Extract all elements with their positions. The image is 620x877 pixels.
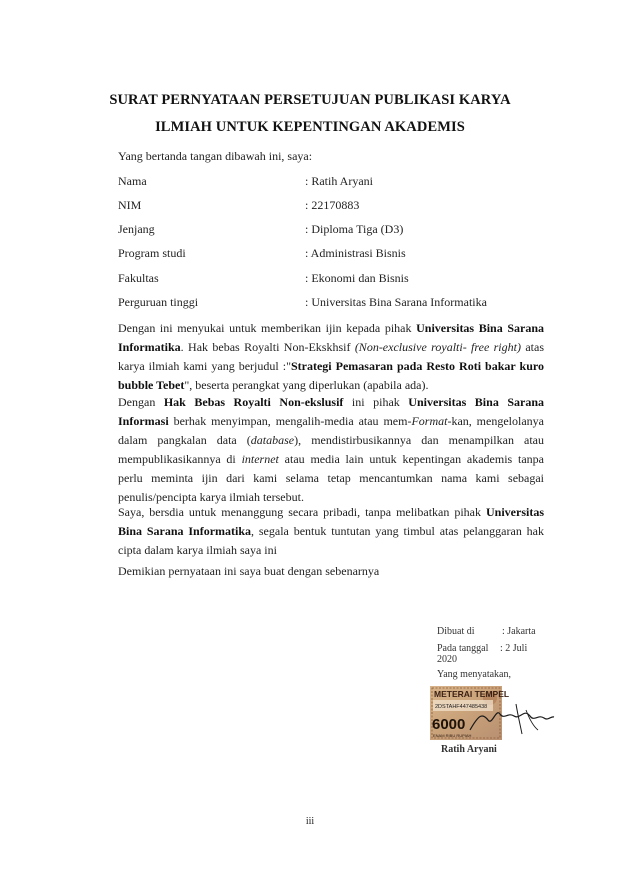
signatory-name: Ratih Aryani [441,744,497,755]
paragraph-permission: Dengan ini menyukai untuk memberikan ijin kepada pihak Universitas Bina Sarana Informatika. Hak bebas Royalti Non-Ekskhsif (Non-exclusive royalti- free right) atas karya ilmiah kami yang berjudul :"Strategi Pemasaran pada Resto Roti bakar kuro bubble Tebet", beserta perangkat yang diperlukan (apabila ada). [118,321,545,392]
paragraph-liability: Saya, bersdia untuk menanggung secara pribadi, tanpa melibatkan pihak Universitas Bina Sarana Informatika, segala bentuk tuntutan yang timbul atas pelanggaran hak cipta dalam karya ilmiah saya ini [118,505,544,557]
meterai-stamp-image [430,686,555,740]
stamp-currency-text: ENAM RIBU RUPIAH [433,733,472,738]
paragraph-rights: Dengan Hak Bebas Royalti Non-ekslusif ini pihak Universitas Bina Sarana Informasi berhak menyimpan, mengalih-media atau mem-Format-kan, mengelolanya dalam pangkalan data (database), mendistirbusikannya dan menampilkan atau mempublikasikannya di internet atau media lain untuk kepentingan akademis tanpa perlu meminta ijin dari kami selama tetap mencantumkan nama kami sebagai penulis/pencipta karya ilmiah tersebut. [118,395,545,504]
identity-label: Program studi [118,246,186,260]
identity-value: : Administrasi Bisnis [305,246,406,260]
stamp-code-text: 2DSTAHF447485438 [435,704,488,710]
identity-label: NIM [118,198,142,212]
identity-value: : Ekonomi dan Bisnis [305,271,409,285]
closing-text: Demikian pernyataan ini saya buat dengan sebenarnya [118,564,380,578]
stamp-value-text: 6000 [432,716,466,733]
identity-label: Nama [118,174,147,188]
title-line-1: SURAT PERNYATAAN PERSETUJUAN PUBLIKASI KARYA [109,92,511,108]
intro-text: Yang bertanda tangan dibawah ini, saya: [118,149,313,163]
identity-value: : Ratih Aryani [305,174,373,188]
tanggal-value: : 2 Juli [500,643,528,654]
identity-value: : Universitas Bina Sarana Informatika [305,295,487,309]
dibuat-value: : Jakarta [502,626,536,637]
tanggal-label: Pada tanggal [437,643,489,654]
identity-label: Fakultas [118,271,159,285]
stamp-signature-area [430,686,555,740]
identity-value: : Diploma Tiga (D3) [305,222,404,236]
title-line-2: ILMIAH UNTUK KEPENTINGAN AKADEMIS [155,119,465,135]
identity-label: Jenjang [118,222,155,236]
menyatakan-text: Yang menyatakan, [437,669,511,680]
identity-value: : 22170883 [305,198,360,212]
dibuat-label: Dibuat di [437,626,475,637]
identity-label: Perguruan tinggi [118,295,199,309]
page-number: iii [305,816,315,827]
stamp-title-text: METERAI TEMPEL [434,689,510,699]
tanggal-year: 2020 [437,654,457,665]
